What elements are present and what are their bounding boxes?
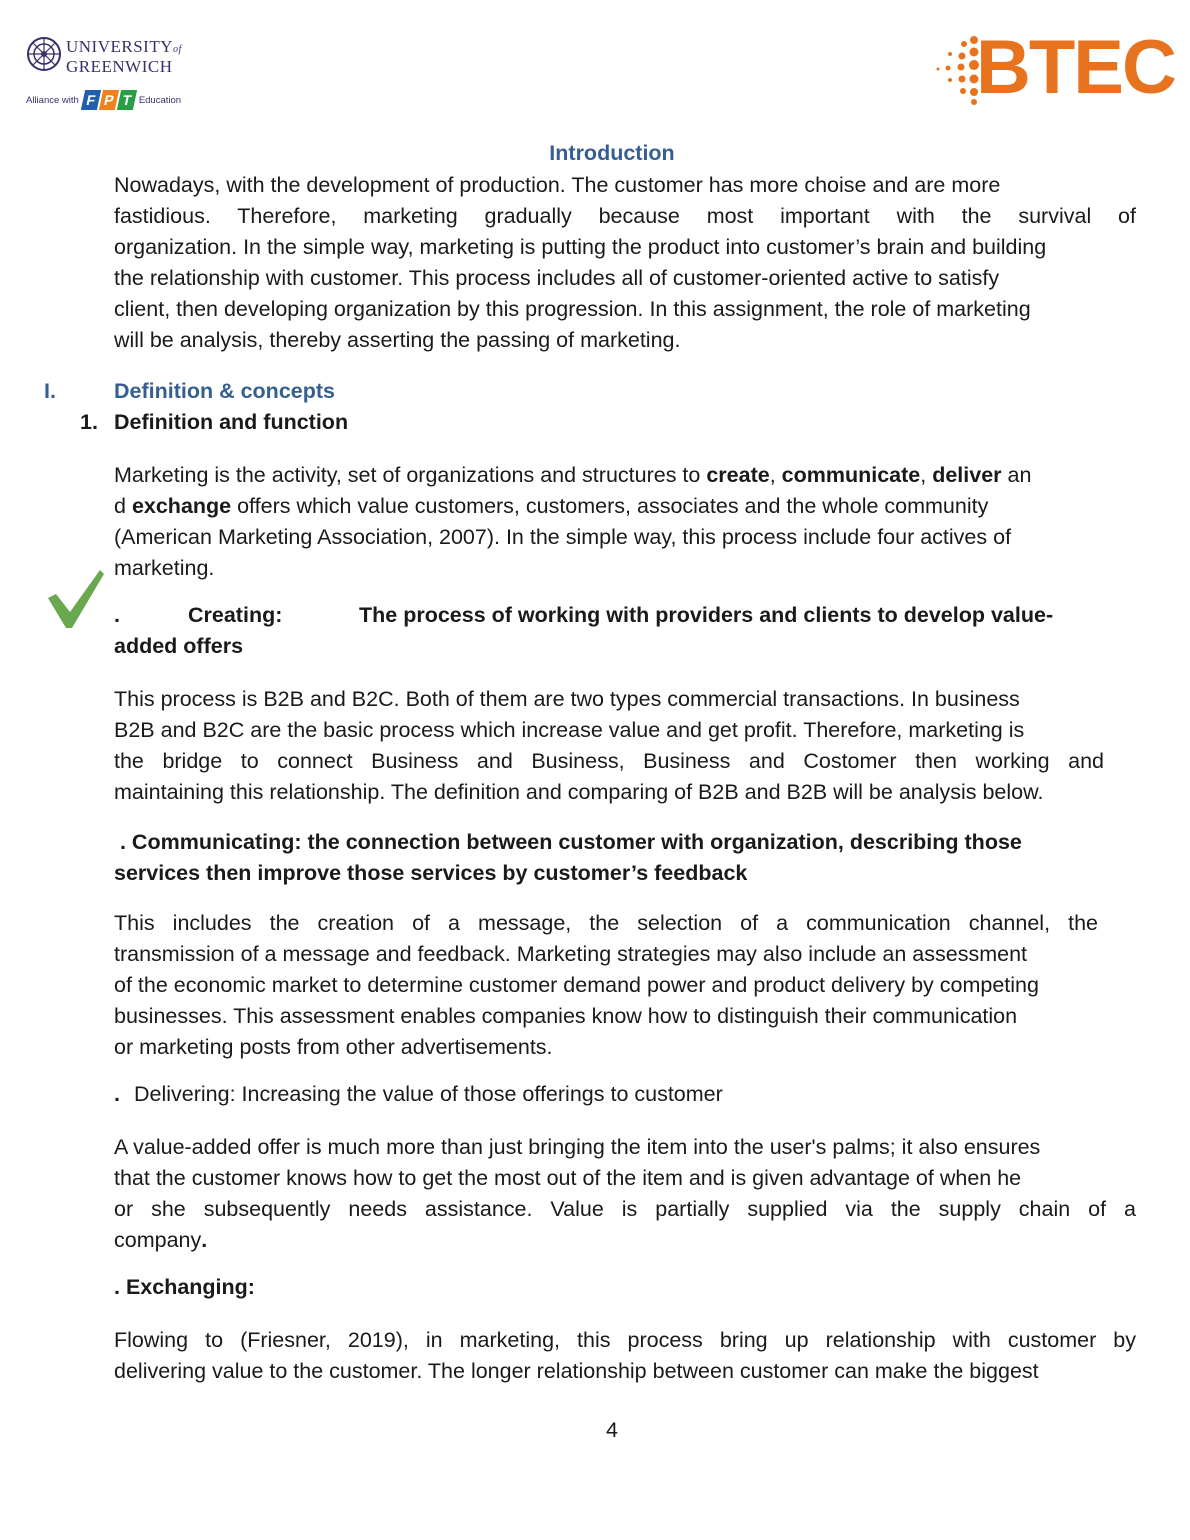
fpt-letter-p: P [99, 90, 119, 110]
section-title: Definition & concepts [114, 379, 335, 403]
fpt-letter-t: T [117, 90, 137, 110]
communicating-heading-line: . Communicating: the connection between customer with organization, describing those [114, 830, 1022, 854]
section-numeral: I. [44, 379, 56, 403]
definition-line2 [114, 491, 1136, 522]
exchanging-heading: . Exchanging: [114, 1275, 255, 1299]
creating-label: Creating: [188, 603, 283, 627]
definition-text: Marketing is the activity, set of organizations and structures to [114, 463, 707, 487]
exchanging-line: Flowing to (Friesner, 2019), in marketing, this process bring up relationship with customer by [114, 1328, 1136, 1352]
introduction-heading: Introduction [549, 141, 675, 165]
delivering-line: that the customer knows how to get the most out of the item and is given advantage of when he [114, 1166, 1022, 1190]
checkmark-icon [46, 568, 106, 630]
communicating-line: of the economic market to determine customer demand power and product delivery by competing [114, 973, 1039, 997]
definition-text: d [114, 494, 132, 518]
btec-wordmark: BTEC [976, 25, 1175, 110]
subsection-title: Definition and function [114, 410, 349, 434]
delivering-last-dot: . [201, 1228, 208, 1252]
delivering-last-word: company [114, 1228, 202, 1252]
btec-logo [934, 25, 1175, 110]
communicating-paragraph [114, 908, 1136, 1063]
university-line1: UNIVERSITY [66, 37, 173, 56]
keyword-deliver: deliver [932, 463, 1002, 487]
creating-line: maintaining this relationship. The definition and comparing of B2B and B2B will be analysis below. [114, 780, 1044, 804]
definition-paragraph [114, 460, 1136, 584]
alliance-text: Alliance with [26, 94, 79, 106]
fpt-logo [83, 90, 135, 110]
definition-line1 [114, 460, 1136, 491]
delivering-line: A value-added offer is much more than just bringing the item into the user's palms; it also ensures [114, 1135, 1041, 1159]
university-name [66, 38, 182, 75]
communicating-line: or marketing posts from other advertisements. [114, 1035, 553, 1059]
btec-dots-icon [934, 32, 982, 108]
definition-text: offers which value customers, customers, associates and the whole community [231, 494, 989, 518]
keyword-communicate: communicate [781, 463, 921, 487]
creating-line: This process is B2B and B2C. Both of them are two types commercial transactions. In business [114, 687, 1020, 711]
communicating-heading [114, 827, 1136, 889]
definition-text: an [1001, 463, 1032, 487]
keyword-create: create [706, 463, 770, 487]
university-line2: GREENWICH [66, 57, 173, 76]
delivering-paragraph [114, 1132, 1136, 1256]
creating-description: The process of working with providers and clients to develop value- [359, 603, 1054, 627]
creating-description-cont: added offers [114, 634, 244, 658]
intro-line: client, then developing organization by this progression. In this assignment, the role of marketing [114, 297, 1031, 321]
fpt-letter-f: F [81, 90, 101, 110]
intro-line: will be analysis, thereby asserting the passing of marketing. [114, 328, 681, 352]
intro-line: organization. In the simple way, marketing is putting the product into customer’s brain and building [114, 235, 1047, 259]
creating-line: the bridge to connect Business and Business, Business and Costomer then working and [114, 749, 1104, 773]
creating-line: B2B and B2C are the basic process which increase value and get profit. Therefore, marketing is [114, 718, 1025, 742]
communicating-heading-line: services then improve those services by customer’s feedback [114, 861, 748, 885]
intro-paragraph [114, 170, 1136, 356]
fpt-alliance [26, 90, 181, 110]
comma: , [769, 463, 782, 487]
university-crest-icon [26, 36, 62, 72]
university-of-greenwich-logo [26, 34, 206, 124]
communicating-line: businesses. This assessment enables companies know how to distinguish their communication [114, 1004, 1018, 1028]
creating-dot: . [114, 603, 120, 627]
comma: , [920, 463, 933, 487]
communicating-line: transmission of a message and feedback. Marketing strategies may also include an assessment [114, 942, 1028, 966]
creating-paragraph [114, 684, 1136, 808]
exchanging-line: delivering value to the customer. The longer relationship between customer can make the biggest [114, 1359, 1039, 1383]
delivering-line: or she subsequently needs assistance. Value is partially supplied via the supply chain of a [114, 1197, 1136, 1221]
keyword-exchange: exchange [131, 494, 232, 518]
communicating-line: This includes the creation of a message, the selection of a communication channel, the [114, 911, 1098, 935]
exchanging-paragraph [114, 1325, 1136, 1387]
subsection-number: 1. [80, 410, 98, 434]
education-text: Education [138, 94, 182, 106]
definition-line4: marketing. [114, 556, 215, 580]
intro-line: Nowadays, with the development of production. The customer has more choise and are more [114, 173, 1001, 197]
definition-line3: (American Marketing Association, 2007). In the simple way, this process include four actives of [114, 525, 1012, 549]
intro-line: fastidious. Therefore, marketing gradually because most important with the survival of [114, 204, 1136, 228]
page-number: 4 [606, 1418, 618, 1442]
delivering-line-last [114, 1225, 1136, 1256]
delivering-heading: Delivering: Increasing the value of those offerings to customer [134, 1082, 723, 1106]
intro-line: the relationship with customer. This process includes all of customer-oriented active to satisfy [114, 266, 1000, 290]
university-of: of [173, 44, 182, 55]
delivering-dot: . [114, 1082, 120, 1106]
